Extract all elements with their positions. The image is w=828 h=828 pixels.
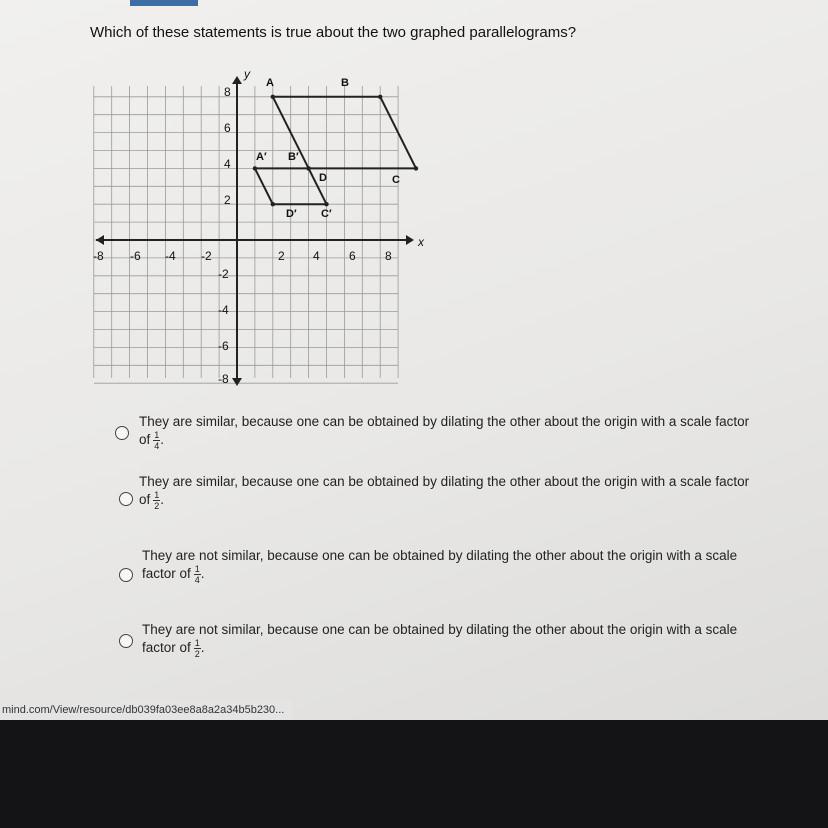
laptop-bezel (0, 720, 828, 828)
option-period: . (160, 492, 165, 508)
option-text: They are similar, because one can be obtained by dilating the other about the origin with a scale factor (139, 414, 750, 429)
x-tick-label: 2 (278, 249, 285, 263)
y-tick-label: -6 (218, 339, 229, 353)
coordinate-graph (90, 70, 430, 390)
question-text: Which of these statements is true about the two graphed parallelograms? (90, 24, 577, 41)
x-axis-label: x (418, 235, 424, 249)
option-prefix: factor of (142, 566, 191, 582)
y-tick-label: -8 (218, 372, 229, 386)
x-tick-label: -2 (201, 249, 212, 263)
label-D-prime: D′ (286, 208, 297, 220)
y-tick-label: -2 (218, 267, 229, 281)
label-B-prime: B′ (288, 151, 299, 163)
vertex-point (306, 166, 310, 170)
fraction-denominator: 4 (194, 575, 200, 585)
option-text-cont (139, 490, 164, 511)
label-A-prime: A′ (256, 151, 267, 163)
option-prefix: factor of (142, 640, 191, 656)
label-C-prime: C′ (321, 208, 332, 220)
option-prefix: of (139, 492, 151, 508)
vertex-point (271, 202, 275, 206)
fraction-numerator: 1 (194, 564, 200, 574)
tick-labels (93, 85, 392, 386)
option-text: They are not similar, because one can be obtained by dilating the other about the origin with a scale (142, 622, 738, 637)
option-text: They are not similar, because one can be obtained by dilating the other about the origin with a scale (142, 548, 738, 563)
label-D: D (319, 172, 327, 184)
y-tick-label: 6 (224, 121, 231, 135)
y-tick-label: 4 (224, 157, 231, 171)
option-text-cont (139, 430, 164, 451)
fraction-denominator: 2 (194, 649, 200, 659)
y-axis-arrow-up (232, 76, 242, 84)
option-text: They are similar, because one can be obtained by dilating the other about the origin with a scale factor (139, 474, 750, 489)
y-tick-label: -4 (218, 303, 229, 317)
y-tick-label: 8 (224, 85, 231, 99)
radio-button[interactable] (119, 568, 133, 582)
option-text-cont (142, 638, 205, 659)
x-tick-label: -6 (130, 249, 141, 263)
x-tick-label: 4 (313, 249, 320, 263)
label-C: C (392, 174, 400, 186)
option-period: . (200, 640, 205, 656)
x-tick-label: 6 (349, 249, 356, 263)
vertex-point (271, 95, 275, 99)
fraction-denominator: 2 (154, 501, 160, 511)
option-prefix: of (139, 432, 151, 448)
x-axis-arrow-left (96, 235, 104, 245)
status-url: mind.com/View/resource/db039fa03ee8a8a2a34b5b230... (0, 700, 292, 720)
graph-axes (96, 70, 425, 386)
fraction (194, 638, 201, 659)
y-axis-label: y (244, 70, 250, 81)
graph-grid (94, 86, 398, 383)
x-tick-label: 8 (385, 249, 392, 263)
option-period: . (200, 566, 205, 582)
answer-option-1[interactable] (115, 412, 815, 456)
y-tick-label: 2 (224, 193, 231, 207)
label-A: A (266, 77, 274, 89)
label-B: B (341, 77, 349, 89)
vertex-point (324, 202, 328, 206)
option-period: . (160, 432, 165, 448)
x-tick-label: -8 (93, 249, 104, 263)
x-axis-arrow-right (406, 235, 414, 245)
answer-option-4[interactable] (115, 620, 815, 664)
radio-button[interactable] (119, 634, 133, 648)
fraction-numerator: 1 (154, 490, 160, 500)
fraction (194, 564, 201, 585)
vertex-labels (256, 77, 400, 220)
radio-button[interactable] (115, 426, 129, 440)
radio-button[interactable] (119, 492, 133, 506)
vertex-point (253, 166, 257, 170)
vertex-point (414, 166, 418, 170)
y-axis-arrow-down (232, 378, 242, 386)
answer-option-3[interactable] (115, 546, 815, 590)
option-text-cont (142, 564, 205, 585)
top-tab-indicator (130, 0, 198, 6)
answer-option-2[interactable] (115, 472, 815, 516)
fraction-denominator: 4 (154, 441, 160, 451)
fraction-numerator: 1 (194, 638, 200, 648)
vertex-point (378, 95, 382, 99)
x-tick-label: -4 (165, 249, 176, 263)
fraction-numerator: 1 (154, 430, 160, 440)
